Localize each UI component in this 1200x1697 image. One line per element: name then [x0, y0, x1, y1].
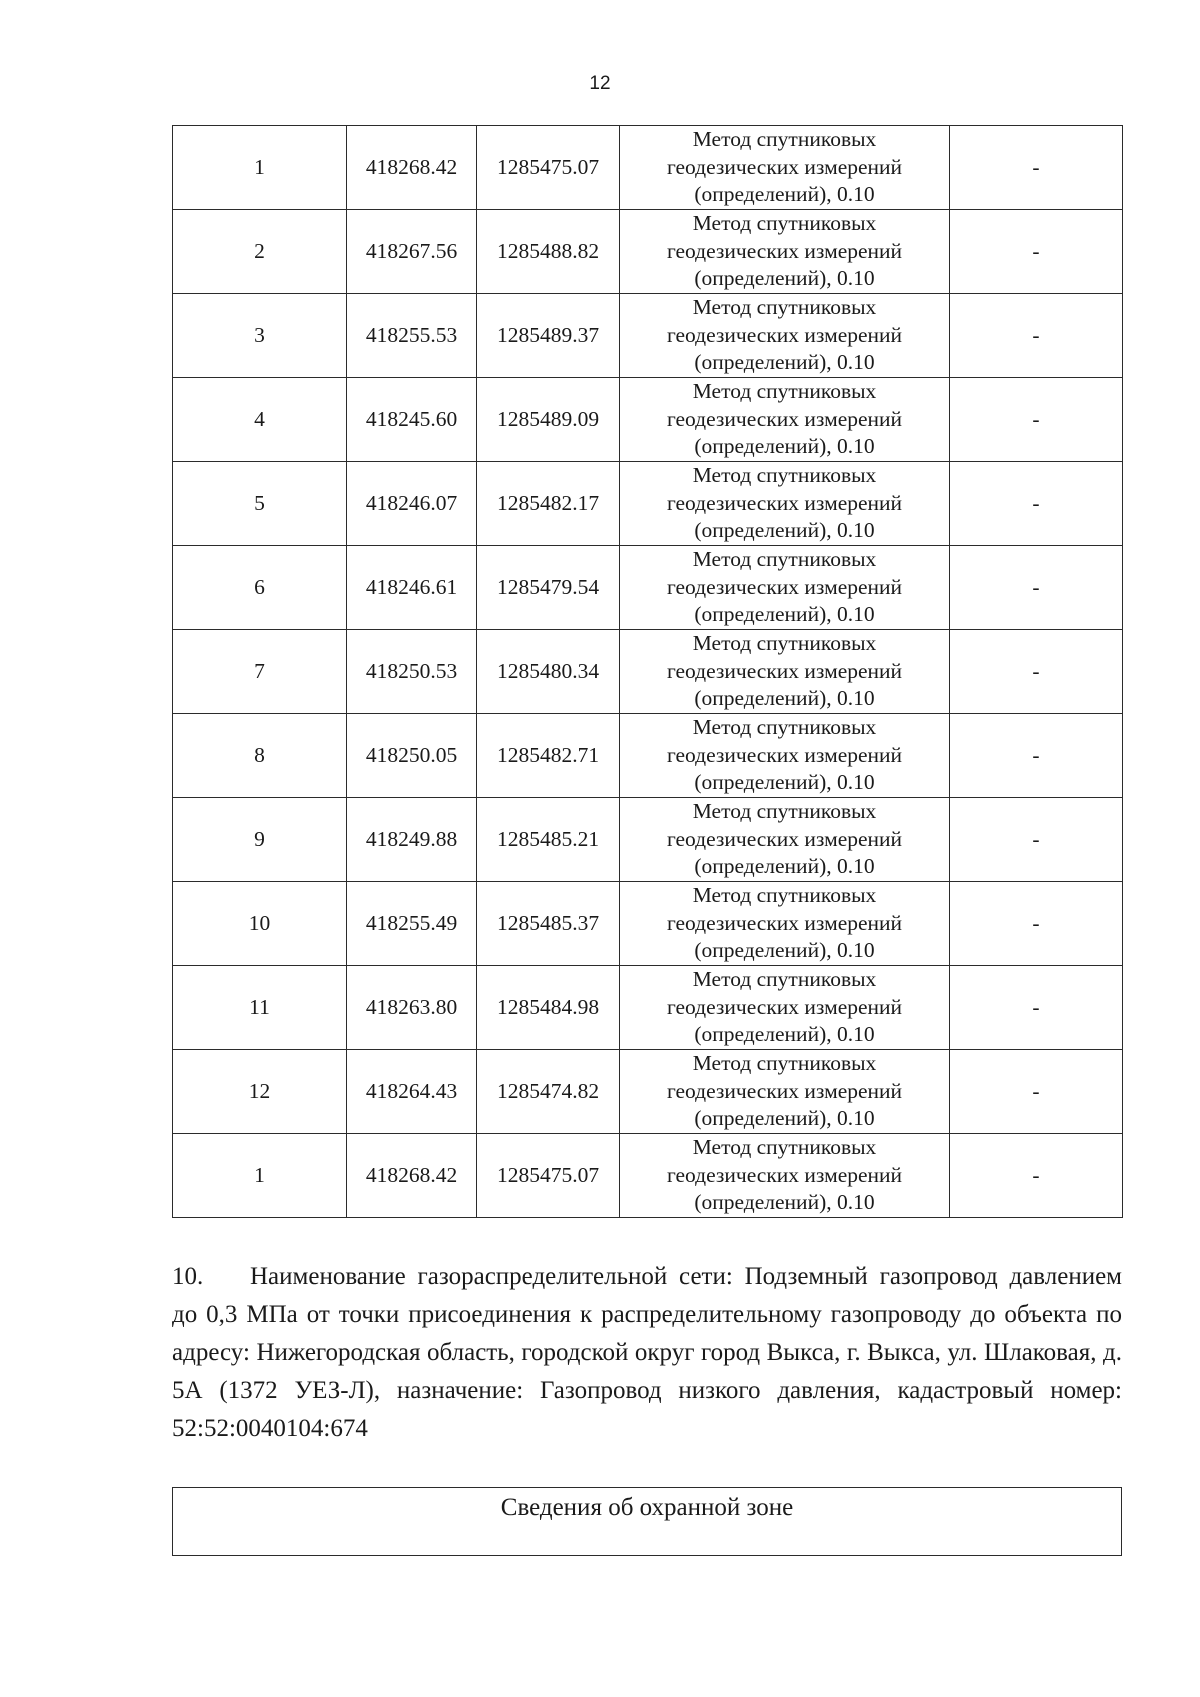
x-coordinate-cell: 418267.56: [347, 210, 477, 294]
y-coordinate-cell: 1285485.37: [477, 882, 620, 966]
note-cell: -: [950, 714, 1123, 798]
y-coordinate-cell: 1285489.09: [477, 378, 620, 462]
method-line: Метод спутниковых: [692, 295, 877, 320]
table-row: [173, 714, 1123, 798]
method-cell: [620, 294, 950, 378]
method-cell: [620, 546, 950, 630]
method-line: геодезических измерений: [666, 406, 903, 431]
method-cell: [620, 378, 950, 462]
method-line: геодезических измерений: [666, 994, 903, 1019]
note-cell: -: [950, 462, 1123, 546]
method-cell: [620, 630, 950, 714]
note-cell: -: [950, 630, 1123, 714]
y-coordinate-cell: 1285488.82: [477, 210, 620, 294]
note-cell: -: [950, 882, 1123, 966]
x-coordinate-cell: 418255.49: [347, 882, 477, 966]
point-number-cell: 9: [173, 798, 347, 882]
note-cell: -: [950, 210, 1123, 294]
protection-zone-box: [172, 1487, 1122, 1556]
method-line: (определений), 0.10: [694, 1106, 875, 1131]
y-coordinate-cell: 1285479.54: [477, 546, 620, 630]
method-line: геодезических измерений: [666, 742, 903, 767]
method-cell: [620, 714, 950, 798]
y-coordinate-cell: 1285480.34: [477, 630, 620, 714]
section-text: Наименование газораспределительной сети: Подземный газопровод давлением до 0,3 МПа от точки присоединения к распределительному газопроводу до объекта по адресу: Нижегородская область, городской округ город Выкса, г. Выкса, ул. Шлаковая, д. 5А (1372 УЕЗ-Л), назначение: Газопровод низкого давления, кадастровый номер: 52:52:0040104:674: [172, 1263, 1122, 1442]
method-line: Метод спутниковых: [692, 463, 877, 488]
method-line: (определений), 0.10: [694, 518, 875, 543]
note-cell: -: [950, 378, 1123, 462]
method-line: (определений), 0.10: [694, 854, 875, 879]
y-coordinate-cell: 1285485.21: [477, 798, 620, 882]
x-coordinate-cell: 418246.07: [347, 462, 477, 546]
table-row: [173, 546, 1123, 630]
method-line: (определений), 0.10: [694, 938, 875, 963]
coordinate-table: [172, 125, 1123, 1218]
y-coordinate-cell: 1285482.17: [477, 462, 620, 546]
method-line: Метод спутниковых: [692, 547, 877, 572]
table-row: [173, 378, 1123, 462]
method-line: геодезических измерений: [666, 1162, 903, 1187]
point-number-cell: 1: [173, 1134, 347, 1218]
method-line: (определений), 0.10: [694, 266, 875, 291]
y-coordinate-cell: 1285474.82: [477, 1050, 620, 1134]
method-line: геодезических измерений: [666, 1078, 903, 1103]
table-row: [173, 798, 1123, 882]
table-row: [173, 210, 1123, 294]
section-10: [172, 1258, 1122, 1448]
x-coordinate-cell: 418245.60: [347, 378, 477, 462]
method-line: (определений), 0.10: [694, 1022, 875, 1047]
method-cell: [620, 210, 950, 294]
method-line: Метод спутниковых: [692, 211, 877, 236]
point-number-cell: 4: [173, 378, 347, 462]
method-line: Метод спутниковых: [692, 967, 877, 992]
y-coordinate-cell: 1285484.98: [477, 966, 620, 1050]
x-coordinate-cell: 418268.42: [347, 126, 477, 210]
table-row: [173, 630, 1123, 714]
method-line: (определений), 0.10: [694, 350, 875, 375]
method-cell: [620, 798, 950, 882]
note-cell: -: [950, 798, 1123, 882]
method-line: Метод спутниковых: [692, 883, 877, 908]
point-number-cell: 2: [173, 210, 347, 294]
x-coordinate-cell: 418268.42: [347, 1134, 477, 1218]
method-cell: [620, 462, 950, 546]
method-cell: [620, 1134, 950, 1218]
y-coordinate-cell: 1285482.71: [477, 714, 620, 798]
note-cell: -: [950, 1134, 1123, 1218]
method-cell: [620, 966, 950, 1050]
method-line: (определений), 0.10: [694, 770, 875, 795]
table-row: [173, 462, 1123, 546]
protection-zone-title: Сведения об охранной зоне: [500, 1494, 794, 1521]
table-row: [173, 294, 1123, 378]
method-line: (определений), 0.10: [694, 686, 875, 711]
point-number-cell: 11: [173, 966, 347, 1050]
point-number-cell: 6: [173, 546, 347, 630]
method-line: Метод спутниковых: [692, 127, 877, 152]
note-cell: -: [950, 546, 1123, 630]
table-row: [173, 1134, 1123, 1218]
method-line: Метод спутниковых: [692, 715, 877, 740]
table-row: [173, 1050, 1123, 1134]
note-cell: -: [950, 294, 1123, 378]
point-number-cell: 10: [173, 882, 347, 966]
point-number-cell: 3: [173, 294, 347, 378]
method-line: Метод спутниковых: [692, 799, 877, 824]
method-line: Метод спутниковых: [692, 1051, 877, 1076]
method-line: (определений), 0.10: [694, 182, 875, 207]
table-row: [173, 882, 1123, 966]
y-coordinate-cell: 1285475.07: [477, 1134, 620, 1218]
method-line: геодезических измерений: [666, 658, 903, 683]
method-line: (определений), 0.10: [694, 434, 875, 459]
method-line: геодезических измерений: [666, 490, 903, 515]
method-cell: [620, 1050, 950, 1134]
method-line: геодезических измерений: [666, 238, 903, 263]
x-coordinate-cell: 418250.53: [347, 630, 477, 714]
point-number-cell: 7: [173, 630, 347, 714]
method-line: Метод спутниковых: [692, 631, 877, 656]
method-line: Метод спутниковых: [692, 1135, 877, 1160]
method-line: геодезических измерений: [666, 322, 903, 347]
note-cell: -: [950, 1050, 1123, 1134]
note-cell: -: [950, 126, 1123, 210]
x-coordinate-cell: 418264.43: [347, 1050, 477, 1134]
table-row: [173, 126, 1123, 210]
y-coordinate-cell: 1285489.37: [477, 294, 620, 378]
method-line: геодезических измерений: [666, 574, 903, 599]
method-line: (определений), 0.10: [694, 1190, 875, 1215]
method-line: геодезических измерений: [666, 826, 903, 851]
method-line: геодезических измерений: [666, 154, 903, 179]
x-coordinate-cell: 418250.05: [347, 714, 477, 798]
y-coordinate-cell: 1285475.07: [477, 126, 620, 210]
method-line: геодезических измерений: [666, 910, 903, 935]
method-cell: [620, 882, 950, 966]
point-number-cell: 8: [173, 714, 347, 798]
note-cell: -: [950, 966, 1123, 1050]
point-number-cell: 5: [173, 462, 347, 546]
point-number-cell: 12: [173, 1050, 347, 1134]
x-coordinate-cell: 418249.88: [347, 798, 477, 882]
x-coordinate-cell: 418263.80: [347, 966, 477, 1050]
table-row: [173, 966, 1123, 1050]
method-line: Метод спутниковых: [692, 379, 877, 404]
x-coordinate-cell: 418255.53: [347, 294, 477, 378]
section-number: 10.: [172, 1263, 204, 1290]
method-line: (определений), 0.10: [694, 602, 875, 627]
x-coordinate-cell: 418246.61: [347, 546, 477, 630]
coordinate-table-body: [173, 126, 1123, 1218]
page-number: 12: [589, 73, 611, 94]
method-cell: [620, 126, 950, 210]
point-number-cell: 1: [173, 126, 347, 210]
